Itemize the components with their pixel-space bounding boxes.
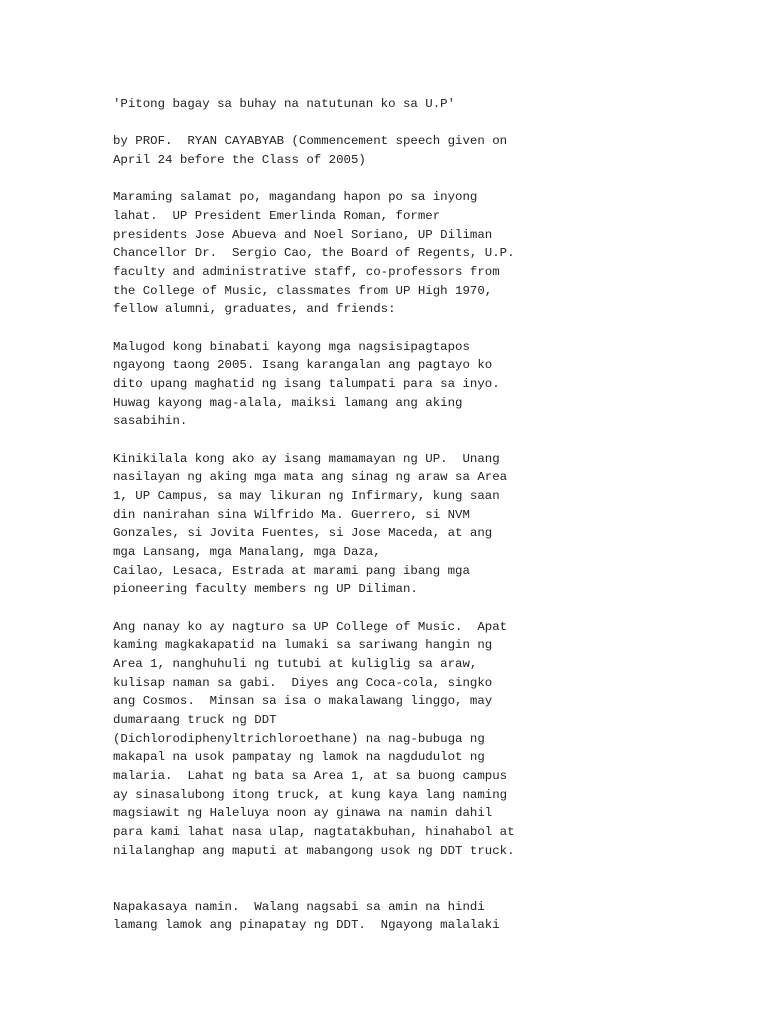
paragraph-line: Gonzales, si Jovita Fuentes, si Jose Maceda, at ang: [113, 526, 493, 541]
paragraph-line: lamang lamok ang pinapatay ng DDT. Ngayong malalaki: [113, 918, 500, 933]
document-page: [113, 95, 753, 954]
paragraph-congratulations: [113, 338, 753, 431]
paragraph-ddt-truck: [113, 618, 753, 861]
paragraph-line: Napakasaya namin. Walang nagsabi sa amin na hindi: [113, 899, 485, 914]
paragraph-line: ang Cosmos. Minsan sa isa o makalawang linggo, may: [113, 694, 493, 709]
paragraph-line: ngayong taong 2005. Isang karangalan ang pagtayo ko: [113, 358, 493, 373]
paragraph-line: dito upang maghatid ng isang talumpati para sa inyo.: [113, 377, 500, 392]
paragraph-line: makapal na usok pampatay ng lamok na nagdudulot ng: [113, 750, 485, 765]
paragraph-line: Huwag kayong mag-alala, maiksi lamang ang aking: [113, 395, 463, 410]
paragraph-line: faculty and administrative staff, co-professors from: [113, 265, 500, 280]
paragraph-napakasaya: [113, 898, 753, 935]
document-title: [113, 95, 753, 114]
paragraph-line: Maraming salamat po, magandang hapon po sa inyong: [113, 190, 478, 205]
paragraph-line: nilalanghap ang maputi at mabangong usok ng DDT truck.: [113, 843, 515, 858]
paragraph-line: Chancellor Dr. Sergio Cao, the Board of Regents, U.P.: [113, 246, 515, 261]
paragraph-line: magsiawit ng Haleluya noon ay ginawa na namin dahil: [113, 806, 493, 821]
paragraph-line: presidents Jose Abueva and Noel Soriano, UP Diliman: [113, 227, 493, 242]
paragraph-line: ay sinasalubong itong truck, at kung kaya lang naming: [113, 787, 508, 802]
paragraph-line: (Dichlorodiphenyltrichloroethane) na nag-bubuga ng: [113, 731, 485, 746]
byline-line: by PROF. RYAN CAYABYAB (Commencement speech given on: [113, 134, 508, 149]
paragraph-line: kulisap naman sa gabi. Diyes ang Coca-cola, singko: [113, 675, 493, 690]
paragraph-area-one: [113, 450, 753, 599]
paragraph-line: pioneering faculty members ng UP Diliman.: [113, 582, 418, 597]
paragraph-line: Ang nanay ko ay nagturo sa UP College of Music. Apat: [113, 619, 508, 634]
paragraph-line: din nanirahan sina Wilfrido Ma. Guerrero, si NVM: [113, 507, 470, 522]
paragraph-line: kaming magkakapatid na lumaki sa sariwang hangin ng: [113, 638, 493, 653]
paragraph-line: 1, UP Campus, sa may likuran ng Infirmary, kung saan: [113, 489, 500, 504]
paragraph-line: malaria. Lahat ng bata sa Area 1, at sa buong campus: [113, 769, 508, 784]
paragraph-line: mga Lansang, mga Manalang, mga Daza,: [113, 545, 381, 560]
paragraph-line: the College of Music, classmates from UP High 1970,: [113, 283, 493, 298]
paragraph-line: Area 1, nanghuhuli ng tutubi at kuliglig sa araw,: [113, 657, 478, 672]
byline-line: April 24 before the Class of 2005): [113, 153, 366, 167]
paragraph-line: nasilayan ng aking mga mata ang sinag ng araw sa Area: [113, 470, 508, 485]
byline: [113, 132, 753, 169]
paragraph-line: Malugod kong binabati kayong mga nagsisipagtapos: [113, 339, 470, 354]
paragraph-line: sasabihin.: [113, 414, 188, 429]
paragraph-line: para kami lahat nasa ulap, nagtatakbuhan, hinahabol at: [113, 825, 515, 840]
paragraph-line: fellow alumni, graduates, and friends:: [113, 302, 396, 317]
paragraph-line: Cailao, Lesaca, Estrada at marami pang ibang mga: [113, 563, 470, 578]
paragraph-line: lahat. UP President Emerlinda Roman, former: [113, 209, 441, 223]
paragraph-line: dumaraang truck ng DDT: [113, 713, 277, 728]
title-line: 'Pitong bagay sa buhay na natutunan ko sa U.P': [113, 97, 456, 111]
paragraph-line: Kinikilala kong ako ay isang mamamayan ng UP. Unang: [113, 451, 500, 466]
paragraph-greeting: [113, 188, 753, 319]
